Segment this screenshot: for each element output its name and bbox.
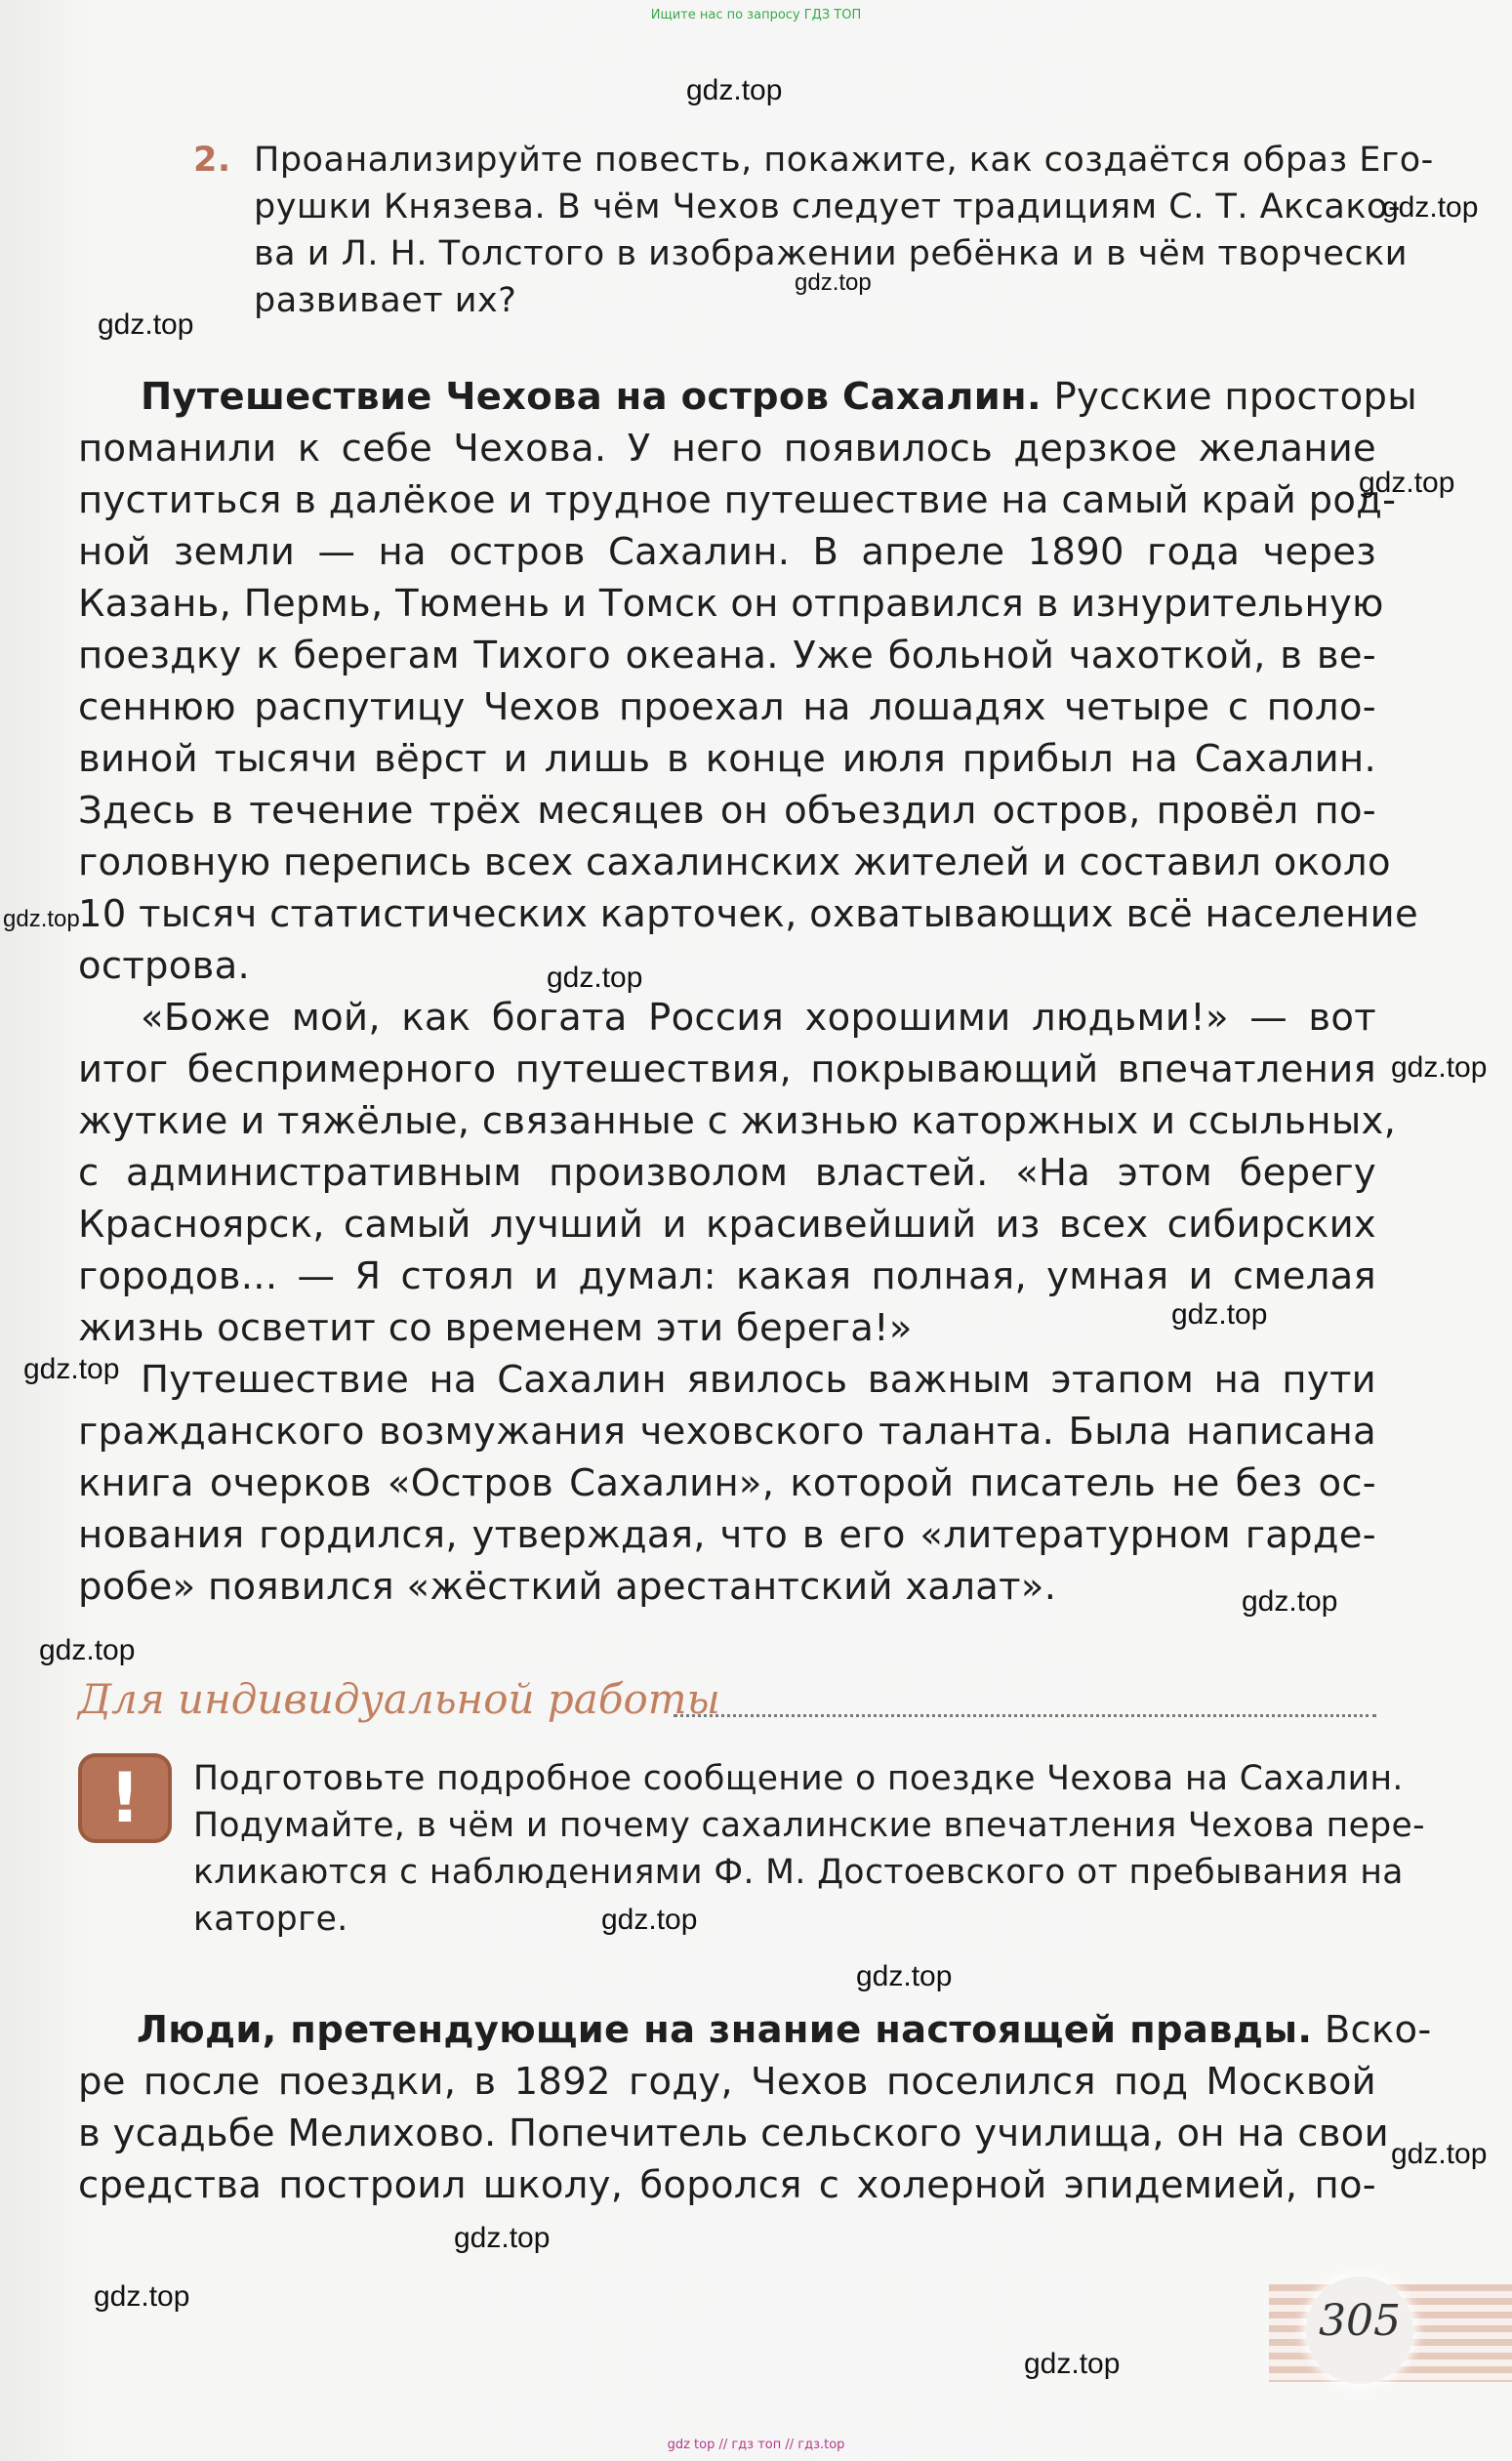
- truth-first-line: Люди, претендующие на знание настоящей правды. Вско-: [137, 2008, 1432, 2052]
- text-line: итог беспримерного путешествия, покрывающий впечатления: [78, 1047, 1376, 1091]
- top-banner: Ищите нас по запросу ГДЗ ТОП: [650, 8, 862, 22]
- watermark: gdz.top: [39, 1634, 136, 1666]
- text-line: жуткие и тяжёлые, связанные с жизнью каторжных и ссыльных,: [78, 1099, 1397, 1143]
- text-line: нования гордился, утверждая, что в его «литературном гарде-: [78, 1513, 1376, 1557]
- text-line: виной тысячи вёрст и лишь в конце июля прибыл на Сахалин.: [78, 737, 1376, 781]
- text-line: жизнь осветит со временем эти берега!»: [78, 1306, 913, 1350]
- watermark: gdz.top: [686, 74, 783, 106]
- watermark: gdz.top: [23, 1353, 120, 1385]
- watermark: gdz.top: [1242, 1585, 1338, 1618]
- watermark: gdz.top: [1171, 1298, 1268, 1331]
- dotted-divider: [674, 1714, 1376, 1717]
- text-line: ной земли — на остров Сахалин. В апреле 1890 года через: [78, 530, 1376, 574]
- task-line: ва и Л. Н. Толстого в изображении ребёнка и в чём творчески: [254, 234, 1409, 273]
- task-line: Проанализируйте повесть, покажите, как создаётся образ Его-: [254, 141, 1434, 180]
- text-line: ре после поездки, в 1892 году, Чехов поселился под Москвой: [78, 2060, 1376, 2104]
- individual-work-text: [193, 1755, 1425, 1943]
- watermark: gdz.top: [3, 906, 80, 932]
- text-line: городов... — Я стоял и думал: какая полная, умная и смелая: [78, 1254, 1376, 1298]
- text-line: в усадьбе Мелихово. Попечитель сельского училища, он на свои: [78, 2112, 1389, 2155]
- text-line: с административным произволом властей. «На этом берегу: [78, 1151, 1376, 1195]
- text-line: кликаются с наблюдениями Ф. М. Достоевского от пребывания на: [193, 1853, 1404, 1892]
- watermark: gdz.top: [795, 269, 872, 296]
- text-line: 10 тысяч статистических карточек, охватывающих всё население: [78, 892, 1418, 936]
- text-line: Подумайте, в чём и почему сахалинские впечатления Чехова пере-: [193, 1806, 1425, 1845]
- watermark: gdz.top: [1382, 191, 1479, 224]
- text-line: Красноярск, самый лучший и красивейший из всех сибирских: [78, 1203, 1376, 1247]
- individual-work-header: [78, 1675, 1376, 1734]
- task-line: рушки Князева. В чём Чехов следует традициям С. Т. Аксако-: [254, 187, 1402, 226]
- text-line: книга очерков «Остров Сахалин», которой писатель не без ос-: [78, 1461, 1376, 1505]
- text-line: Здесь в течение трёх месяцев он объездил остров, провёл по-: [78, 789, 1376, 833]
- exclamation-icon: !: [78, 1753, 172, 1843]
- individual-work-title: Для индивидуальной работы: [78, 1675, 720, 1723]
- watermark: gdz.top: [1391, 1051, 1488, 1084]
- text-line: пуститься в далёкое и трудное путешествие на самый край род-: [78, 478, 1397, 522]
- watermark: gdz.top: [601, 1904, 698, 1936]
- page-number: 305: [1319, 2296, 1401, 2346]
- watermark: gdz.top: [94, 2280, 190, 2313]
- truth-heading: Люди, претендующие на знание настоящей правды.: [137, 2008, 1313, 2052]
- text-line: головную перепись всех сахалинских жителей и составил около: [78, 841, 1391, 884]
- text-line: гражданского возмужания чеховского таланта. Была написана: [78, 1410, 1376, 1454]
- sakhalin-paragraph-3: [78, 1354, 1376, 1613]
- task-number: 2.: [193, 141, 231, 180]
- watermark: gdz.top: [454, 2222, 551, 2254]
- text-line: каторге.: [193, 1900, 348, 1939]
- text-line: Казань, Пермь, Тюмень и Томск он отправился в изнурительную: [78, 582, 1384, 626]
- watermark: gdz.top: [856, 1960, 953, 1992]
- text-line: сеннюю распутицу Чехов проехал на лошадях четыре с поло-: [78, 685, 1376, 729]
- text-line: острова.: [78, 944, 251, 988]
- bottom-banner: gdz top // гдз топ // гдз.top: [667, 2438, 845, 2452]
- watermark: gdz.top: [547, 962, 643, 994]
- task-line: развивает их?: [254, 281, 517, 320]
- watermark: gdz.top: [1359, 467, 1455, 499]
- watermark: gdz.top: [1024, 2348, 1121, 2380]
- text-line: поманили к себе Чехова. У него появилось дерзкое желание: [78, 427, 1376, 471]
- sakhalin-first-line: Путешествие Чехова на остров Сахалин. Русские просторы: [141, 375, 1417, 419]
- truth-paragraph: [78, 2004, 1432, 2211]
- text-line: Подготовьте подробное сообщение о поездке Чехова на Сахалин.: [193, 1759, 1404, 1798]
- text-line: «Боже мой, как богата Россия хорошими людьми!» — вот: [141, 996, 1376, 1040]
- sakhalin-heading: Путешествие Чехова на остров Сахалин.: [141, 375, 1042, 419]
- text-line: Путешествие на Сахалин явилось важным этапом на пути: [141, 1358, 1376, 1402]
- text-line: робе» появился «жёсткий арестантский халат».: [78, 1565, 1057, 1609]
- watermark: gdz.top: [1391, 2138, 1488, 2170]
- watermark: gdz.top: [98, 308, 194, 341]
- text-line: средства построил школу, боролся с холерной эпидемией, по-: [78, 2163, 1376, 2207]
- text-line: поездку к берегам Тихого океана. Уже больной чахоткой, в ве-: [78, 634, 1376, 677]
